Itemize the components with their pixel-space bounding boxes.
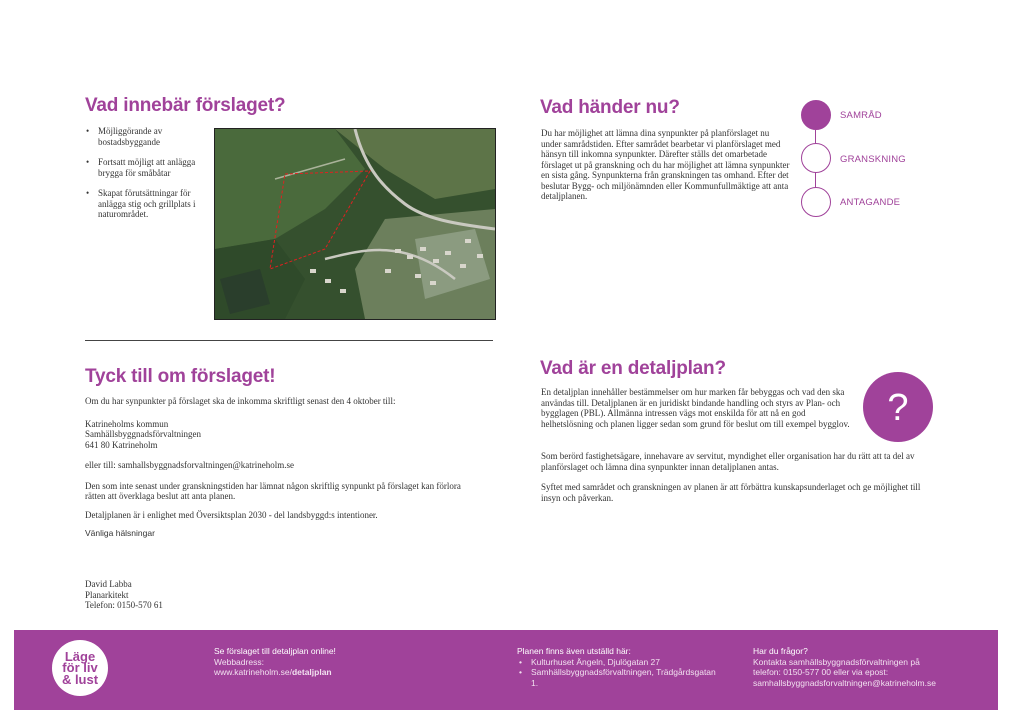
address-line: Katrineholms kommun: [85, 418, 169, 429]
stage-label-granskning: GRANSKNING: [840, 154, 906, 165]
signature-block: [85, 579, 285, 611]
footer-exhibit-list: [517, 657, 717, 689]
footer-web-label: Webbadress:: [214, 656, 264, 667]
aerial-map-image: [214, 128, 496, 320]
greeting: Vänliga hälsningar: [85, 528, 155, 538]
appeal-notice: Den som inte senast under granskningstiden har lämnat någon skriftlig synpunkt på förslaget kan förlora rätten att överklaga beslut att anta planen.: [85, 480, 461, 501]
section-divider: [85, 340, 493, 341]
url-plain: www.katrineholm.se/: [214, 667, 292, 677]
footer-contact-info: [753, 646, 988, 688]
stage-label-antagande: ANTAGANDE: [840, 197, 901, 208]
footer-contact-line: Kontakta samhällsbyggnadsförvaltningen på: [753, 656, 920, 667]
logo-badge: [52, 640, 108, 696]
proposal-bullet-list: [86, 126, 218, 230]
signature-name: David Labba: [85, 579, 132, 589]
stage-circle-antagande: [801, 187, 831, 217]
plan-paragraph: En detaljplan innehåller bestämmelser om hur marken får bebyggas och vad den ska användas till. Detaljplanen är en juridiskt bindande handling och styrs av Plan- och bygglagen (PBL). Allmänna intressen vägs mot enskilda för att nå en god helhetslösning och planen ligger sedan som grund för beslut om till exempel bygglov.: [541, 387, 850, 429]
question-badge: ?: [863, 372, 933, 442]
stage-circle-granskning: [801, 143, 831, 173]
list-item: • Fortsatt möjligt att anlägga brygga för småbåtar: [98, 157, 218, 178]
footer-exhibit-info: [517, 646, 717, 688]
stage-label-samrad: SAMRÅD: [840, 110, 882, 121]
footer-online-heading: Se förslaget till detaljplan online!: [214, 646, 336, 656]
footer-banner: [14, 630, 998, 710]
mailing-address: [85, 419, 480, 451]
plan-paragraph: Syftet med samrådet och granskningen av planen är att förbättra kunskapsunderlaget och ge möjlighet till insyn och påverkan.: [541, 482, 921, 503]
footer-web-link[interactable]: [214, 667, 332, 677]
what-is-plan-body: [541, 387, 851, 437]
stage-circle-samrad: [801, 100, 831, 130]
footer-contact-heading: Har du frågor?: [753, 646, 808, 656]
section-title-feedback: Tyck till om förslaget!: [85, 366, 276, 387]
section-title-proposal: Vad innebär förslaget?: [85, 95, 286, 116]
list-item: • Samhällsbyggnadsförvaltningen, Trädgårdsgatan 1.: [531, 667, 717, 688]
footer-contact-email[interactable]: samhallsbyggnadsforvaltningen@katrineholm.se: [753, 677, 936, 688]
logo-text: Läge för liv & lust: [61, 648, 99, 687]
footer-exhibit-heading: Planen finns även utställd här:: [517, 646, 631, 656]
list-item: • Möjliggörande av bostadsbyggande: [98, 126, 218, 147]
feedback-body: [85, 396, 480, 547]
section-title-next-steps: Vad händer nu?: [540, 97, 680, 118]
footer-contact-line: telefon: 0150-577 00 eller via epost:: [753, 667, 889, 677]
url-bold: detaljplan: [291, 667, 332, 677]
what-is-plan-body-2: [541, 451, 931, 511]
next-steps-text: Du har möjlighet att lämna dina synpunkter på planförslaget nu under samrådstiden. Efter samrådet bearbetar vi planförslaget med hänsyn till inkomna synpunkter. Därefter ställs det omarbetade förslaget ut på granskning och du har möjlighet att lämna synpunkter en sista gång. Synpunkterna från granskningen tas omhand. Efter det beslutar Bygg- och miljönämnden eller Kommunfullmäktige att anta detaljplanen.: [541, 128, 790, 201]
feedback-intro: Om du har synpunkter på förslaget ska de inkomma skriftligt senast den 4 oktober till:: [85, 396, 396, 406]
plan-consistency: Detaljplanen är i enlighet med Översiktsplan 2030 - del landsbyggd:s intentioner.: [85, 509, 378, 520]
plan-paragraph: Som berörd fastighetsägare, innehavare av servitut, myndighet eller organisation har du rätt att ta del av planförslaget och lämna dina synpunkter innan detaljplanen antas.: [541, 451, 915, 472]
section-title-what-is-plan: Vad är en detaljplan?: [540, 358, 726, 379]
signature-phone: Telefon: 0150-570 61: [85, 600, 163, 610]
address-line: 641 80 Katrineholm: [85, 439, 158, 450]
list-item: • Skapat förutsättningar för anlägga stig och grillplats i naturområdet.: [98, 188, 218, 220]
signature-title: Planarkitekt: [85, 589, 129, 600]
list-item: • Kulturhuset Ängeln, Djulögatan 27: [531, 657, 717, 668]
footer-online-info: [214, 646, 484, 678]
aerial-map-graphic: [215, 129, 495, 319]
address-line: Samhällsbyggnadsförvaltningen: [85, 429, 201, 439]
email-line: eller till: samhallsbyggnadsforvaltningen@katrineholm.se: [85, 460, 294, 470]
